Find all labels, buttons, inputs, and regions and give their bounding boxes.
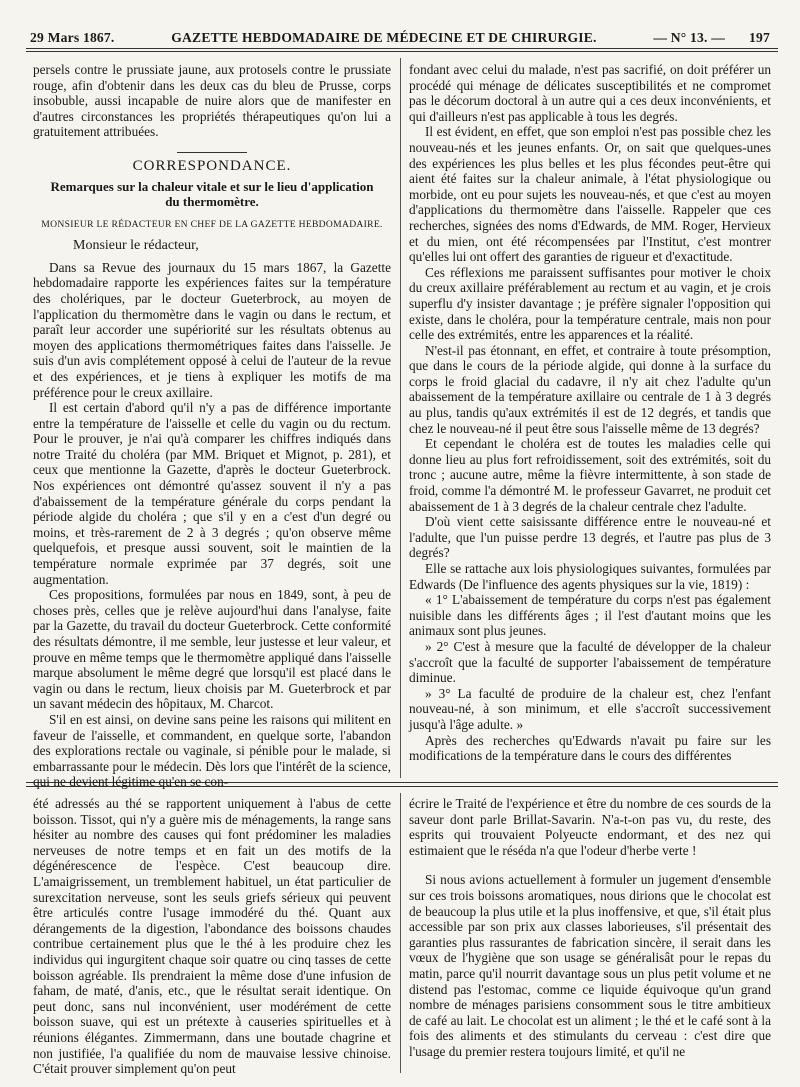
- running-header: [30, 6, 770, 46]
- section-rule: [177, 152, 247, 153]
- paragraph: N'est-il pas étonnant, en effet, et contraire à toute présomption, que dans le cours de la période algide, qui donne à la surface du corps le froid glacial du cadavre, il n'y ait chez l'adulte qu'un abaissement de la température axillaire ou centrale de 1 à 3 degrés au plus, tandis qu'aux extrémités il est de 12 degrés, et tandis que chez le nouveau-né il peut être sous l'aisselle même de 13 degrés?: [409, 342, 771, 436]
- column-divider-bottom: [400, 793, 401, 1073]
- column-4: [409, 796, 771, 1060]
- column-1: [33, 62, 391, 790]
- header-issue: — N° 13. —: [653, 30, 725, 45]
- paragraph: écrire le Traité de l'expérience et être du nombre de ces sourds de la saveur dont parle Brillat-Savarin. N'a-t-on pas vu, du reste, des esprits qui trouvaient Polyeucte endormant, et des nez qui estimaient que le réséda n'a que l'odeur d'herbe verte !: [409, 796, 771, 858]
- section-title: CORRESPONDANCE.: [132, 157, 292, 174]
- letter-salutation: Monsieur le rédacteur,: [73, 238, 199, 254]
- paragraph: Après des recherches qu'Edwards n'avait pu faire sur les modifications de la température dans le cours des différentes: [409, 732, 771, 764]
- quote-paragraph: « 1° L'abaissement de température du corps n'est pas également nuisible dans les différents âges ; il l'est d'autant moins que les animaux sont plus jeunes.: [409, 592, 771, 639]
- header-page-number: 197: [749, 30, 770, 45]
- letter-address: MONSIEUR LE RÉDACTEUR EN CHEF DE LA GAZETTE HEBDOMADAIRE.: [41, 218, 383, 230]
- paragraph: S'il en est ainsi, on devine sans peine les raisons qui militent en faveur de l'aisselle, et commandent, en quelque sorte, l'abandon des explorations rectale ou vaginale, si pénible pour le malade, si embarrassante pour le médecin. Dès lors que l'intérêt de la science, qui ne devient légitime qu'en se con-: [33, 711, 391, 790]
- quote-paragraph: » 3° La faculté de produire de la chaleur est, chez l'enfant nouveau-né, à son minimum, et elle s'accroît successivement jusqu'à l'âge adulte. »: [409, 685, 771, 732]
- paragraph: Ces réflexions me paraissent suffisantes pour motiver le choix du creux axillaire préférablement au rectum et au vagin, et je crois superflu d'y insister davantage ; je préfère signaler l'opposition qui existe, dans le choléra, pour la température centrale, mais non pour celle des extrémités, entre les apparences et la réalité.: [409, 264, 771, 343]
- column-3: [33, 796, 391, 1077]
- paragraph: Dans sa Revue des journaux du 15 mars 1867, la Gazette hebdomadaire rapporte les expériences faites sur la température des cholériques, par le docteur Gueterbrock, au moyen de l'application du thermomètre dans le vagin ou dans le rectum, et paraît leur accorder une supériorité sur les résultats obtenus au moyen des applications thermométriques faites dans l'aisselle. Je suis d'un avis complétement opposé à celui de l'auteur de la revue et des expériences, et je tiens à expliquer les motifs de ma préférence pour le creux axillaire.: [33, 259, 391, 400]
- paragraph: Il est certain d'abord qu'il n'y a pas de différence importante entre la température de l'aisselle et celle du vagin ou du rectum. Pour le prouver, je n'ai qu'à comparer les chiffres indiqués dans notre Traité du choléra (par MM. Briquet et Mignot, p. 281), et ceux que mentionne la Gazette, d'après le docteur Gueterbrock. Nos expériences ont démontré qu'assez souvent il n'y a pas d'abaissement de la température générale du corps pendant la période algide du choléra ; que s'il y en a c'est d'un degré ou moins, et très-rarement de 2 à 3 degrés ; qu'on observe même quelquefois, et presque aussi souvent, soit le maintien de la température normale exprimée par 37 degrés, soit une augmentation.: [33, 400, 391, 587]
- paragraph: fondant avec celui du malade, n'est pas sacrifié, on doit préférer un procédé qui ménage de délicates susceptibilités et ne compromet pas le décorum doctoral à un autre qui a ces deux inconvénients, et qui d'ailleurs n'est pas applicable à tous les degrés.: [409, 62, 771, 124]
- header-rule: [26, 48, 778, 49]
- column-2: [409, 62, 771, 764]
- paragraph: été adressés au thé se rapportent uniquement à l'abus de cette boisson. Tissot, qui n'y a guère mis de ménagements, la range sans hésiter au nombre des causes qui font prédominer les maladies nerveuses de notre temps et en fait un des motifs de la dégénérescence de l'espèce. C'est beaucoup dire. L'amaigrissement, un tremblement habituel, un état particulier de surexcitation nerveuse, sont les seuls griefs sérieux qui peuvent être articulés contre l'usage immodéré du thé. Quant aux dérangements de la digestion, l'abondance des boissons chaudes contribue certainement plus que le thé à les produire chez les individus qui ingurgitent chaque soir quatre ou cinq tasses de cette boisson agréable. Ils prendraient la même dose d'une infusion de faham, de maté, d'anis, etc., que le résultat serait identique. On peut donc, sans nul inconvénient, user modérément de cette boisson suave, qui est un prétexte à causeries spirituelles et à réunions élégantes. Zimmermann, dans une boutade chagrine et non justifiée, l'a qualifiée du nom de mauvaise lessive chinoise. C'était prouver simplement qu'on peut: [33, 796, 391, 1077]
- paragraph: Si nous avions actuellement à formuler un jugement d'ensemble sur ces trois boissons aromatiques, nous dirions que le chocolat est de beaucoup la plus utile et la plus inoffensive, et que, s'il était plus accessible par son prix aux classes laborieuses, s'il présentait des garanties plus rassurantes de fabrication sincère, il serait dans les vœux de l'hygiène que son usage se généralisât pour le repas du matin, parce qu'il nourrit davantage sous un plus petit volume et ne distend pas l'estomac, comme ce liquide équivoque qu'un grand nombre de ménages parisiens consomment sous le titre ambitieux de café au lait. Le chocolat est un aliment ; le thé et le café sont à la fois des aliments et des stimulants du cerveau : c'est dire que l'usage du premier restera toujours limité, et qu'il ne: [409, 872, 771, 1059]
- column-divider-top: [400, 58, 401, 778]
- paragraph: D'où vient cette saisissante différence entre le nouveau-né et l'adulte, que l'un puisse perdre 13 degrés, et l'autre pas plus de 3 degrés?: [409, 514, 771, 561]
- paragraph: Elle se rattache aux lois physiologiques suivantes, formulées par Edwards (De l'influence des agents physiques sur la vie, 1819) :: [409, 561, 771, 592]
- section-subtitle: Remarques sur la chaleur vitale et sur le lieu d'application du thermomètre.: [50, 178, 374, 209]
- paragraph: Il est évident, en effet, que son emploi n'est pas possible chez les nouveau-nés et les jeunes enfants. Or, on sait que quelques-unes des expériences les plus belles et les plus fécondes peut-être qui aient été faites sur la chaleur animale, à l'état physiologique ou morbide, ont eu pour sujets les nouveau-nés, et que c'est au moyen d'applications du thermomètre dans l'aisselle. Rappeler que ces recherches, signées des noms d'Edwards, de MM. Roger, Hervieux et du mien, ont été récompensées par l'Institut, c'est montrer qu'elles lui ont offert des garanties de rigueur et d'exactitude.: [409, 124, 771, 265]
- header-rule-double: [26, 51, 778, 52]
- paragraph: Et cependant le choléra est de toutes les maladies celle qui donne lieu au plus fort refroidissement, soit des extrémités, soit du tronc ; aucune autre, même la fièvre intermittente, à son stade de froid, comme l'a démontré M. le professeur Gavarret, ne produit cet abaissement de 1 à 3 degrés de la chaleur centrale chez l'adulte.: [409, 436, 771, 514]
- header-date: 29 Mars 1867.: [30, 30, 115, 45]
- header-title: GAZETTE HEBDOMADAIRE DE MÉDECINE ET DE CHIRURGIE.: [171, 30, 597, 45]
- paragraph: Ces propositions, formulées par nous en 1849, sont, à peu de choses près, celles que je relève aujourd'hui dans l'analyse, faite par la Gazette, du travail du docteur Gueterbrock. Cette conformité des résultats démontre, il me semble, leur justesse et leur valeur, et prouve en même temps que le thermomètre appliqué dans l'aisselle marque absolument le même degré que lorsqu'il est placé dans le vagin ou dans le rectum, lieux choisis par M. Gueterbrock et par un savant médecin des hôpitaux, M. Charcot.: [33, 587, 391, 712]
- quote-paragraph: » 2° C'est à mesure que la faculté de développer de la chaleur s'accroît que la faculté de supporter l'abaissement de température diminue.: [409, 638, 771, 686]
- paragraph: persels contre le prussiate jaune, aux protosels contre le prussiate rouge, afin d'obtenir dans les deux cas du bleu de Prusse, corps insobuble, aussi incapable de nuire alors que de manifester en d'autres circonstances les propriétés thérapeutiques qu'on lui a gratuitement attribuées.: [33, 62, 391, 140]
